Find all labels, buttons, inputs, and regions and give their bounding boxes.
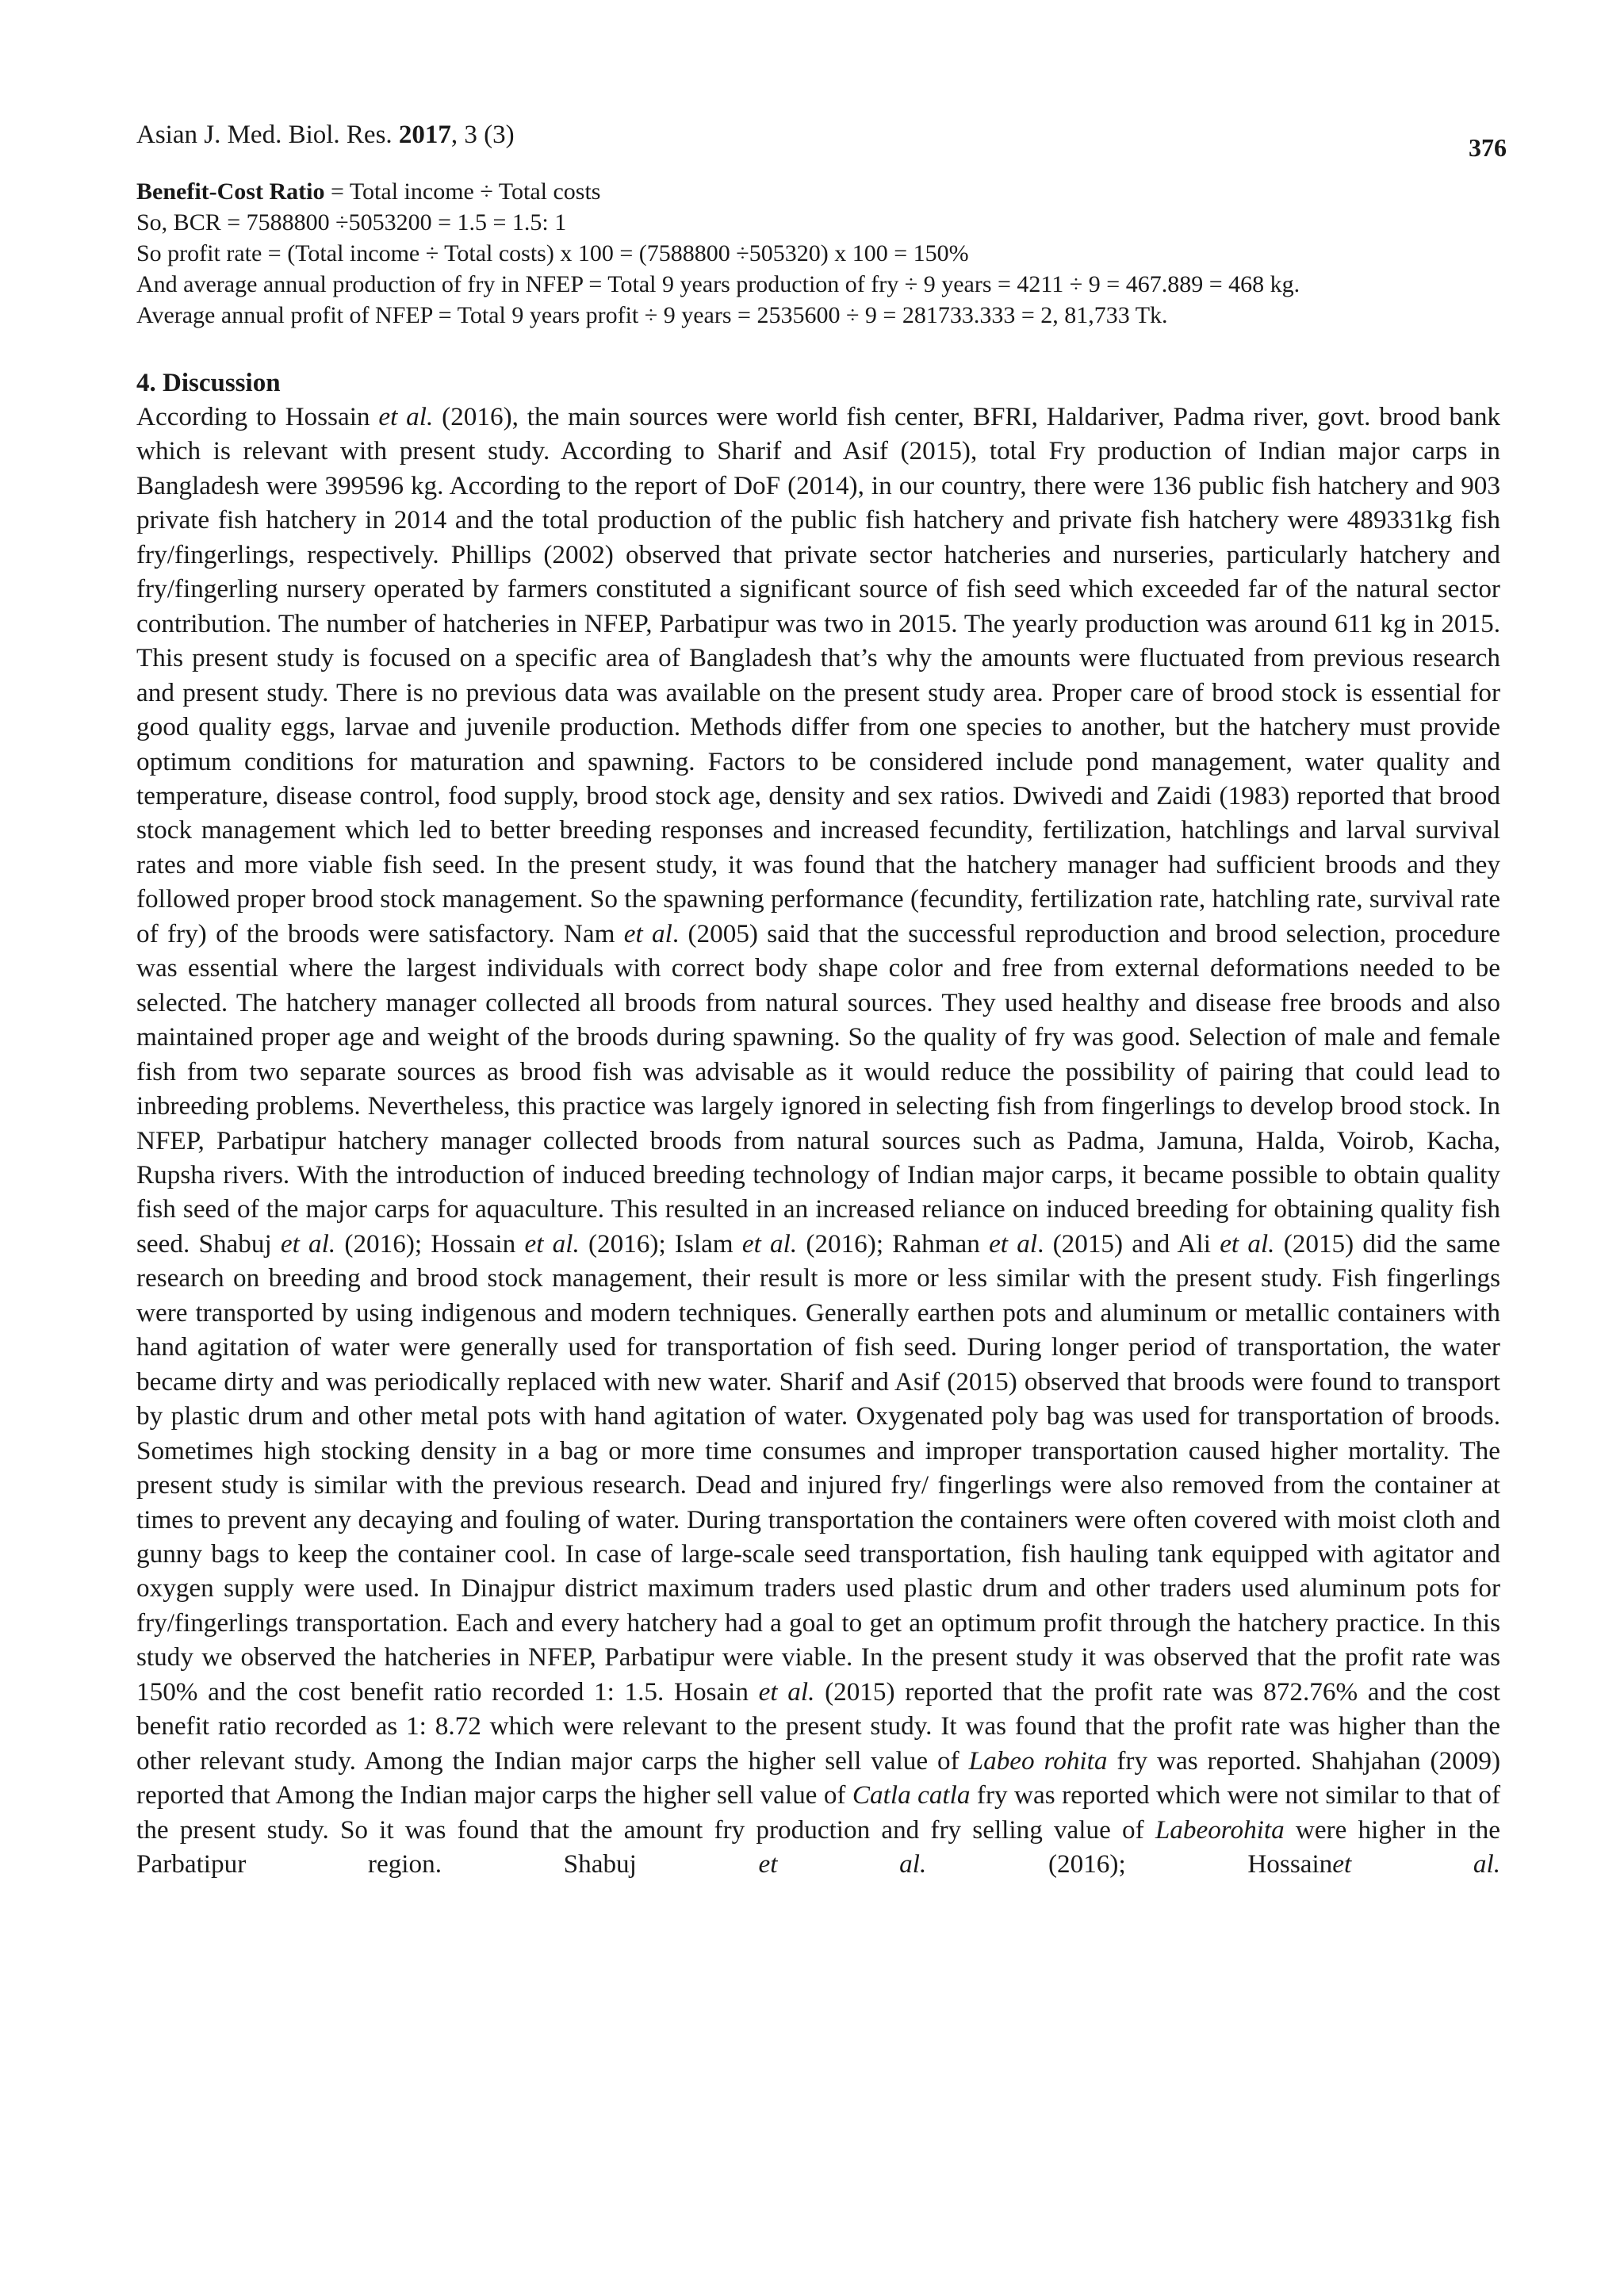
italic-text: et al. (524, 1228, 580, 1259)
body-text-run: According to Hossain (136, 402, 379, 431)
bcr-result: So, BCR = 7588800 ÷5053200 = 1.5 = 1.5: 1 (136, 209, 567, 236)
section-heading: 4. Discussion (136, 369, 281, 397)
journal-name: Asian J. Med. Biol. Res. (136, 121, 399, 149)
body-text-run: (2016); Hossain (926, 1849, 1333, 1879)
journal-citation (136, 119, 515, 151)
body-text-run: were higher in the Parbatipur region. Shabuj (136, 1814, 1501, 1879)
body-text-run: . (2015) and Ali (1037, 1228, 1220, 1259)
italic-text: et al. (280, 1228, 336, 1259)
body-text-run: (2016); Rahman (797, 1228, 990, 1259)
italic-text: Labeo rohita (968, 1745, 1108, 1776)
annual-profit-line: Average annual profit of NFEP = Total 9 years profit ÷ 9 years = 2535600 ÷ 9 = 281733.333 = 2, 81,733 Tk. (136, 302, 1168, 328)
italic-text: et al. (1220, 1228, 1275, 1259)
page-number: 376 (1469, 133, 1507, 162)
italic-text: Catla catla (852, 1780, 971, 1810)
italic-text: et al. (758, 1849, 927, 1879)
body-text-run: (2015) did the same research on breeding and brood stock management, their result is more or less similar with the present study. Fish fingerlings were transported by using indigenous and modern techniques. Generally earthen pots and aluminum or metallic containers with hand agitation of water were generally used for transportation of fish seed. During longer period of transportation, the water became dirty and was periodically replaced with new water. Sharif and Asif (2015) observed that broods were found to transport by plastic drum and other metal pots with hand agitation of water. Oxygenated poly bag was used for transportation of broods. Sometimes high stocking density in a bag or more time consumes and improper transportation caused higher mortality. The present study is similar with the previous research. Dead and injured fry/ fingerlings were also removed from the container at times to prevent any decaying and fouling of water. During transportation the containers were often covered with moist cloth and gunny bags to keep the container cool. In case of large-scale seed transportation, fish hauling tank equipped with agitator and oxygen supply were used. In Dinajpur district maximum traders used plastic drum and other traders used aluminum pots for fry/fingerlings transportation. Each and every hatchery had a goal to get an optimum profit through the hatchery practice. In this study we observed the hatcheries in NFEP, Parbatipur were viable. In the present study it was observed that the profit rate was 150% and the cost benefit ratio recorded 1: 1.5. Hosain (136, 1228, 1500, 1707)
discussion-paragraph (136, 400, 1500, 1881)
journal-year: 2017 (398, 121, 451, 149)
bcr-definition (136, 176, 1500, 207)
bcr-label: Benefit-Cost Ratio (136, 178, 325, 205)
calculation-block (136, 176, 1500, 331)
body-text-run: (2016); Islam (579, 1228, 742, 1259)
body-text-run: . (2005) said that the successful reproduction and brood selection, procedure was essential where the largest individuals with correct body shape color and free from external deformations needed to be selected. The hatchery manager collected all broods from natural sources. They used healthy and disease free broods and also maintained proper age and weight of the broods during spawning. So the quality of fry was good. Selection of male and female fish from two separate sources as brood fish was advisable as it would reduce the possibility of pairing that could lead to inbreeding problems. Nevertheless, this practice was largely ignored in selecting fish from fingerlings to develop brood stock. In NFEP, Parbatipur hatchery manager collected broods from natural sources such as Padma, Jamuna, Halda, Voirob, Kacha, Rupsha rivers. With the introduction of induced breeding technology of Indian major carps, it became possible to obtain quality fish seed of the major carps for aquaculture. This resulted in an increased reliance on induced breeding for obtaining quality fish seed. Shabuj (136, 918, 1501, 1259)
body-text-run: fry was reported which were not similar to that of the present study. So it was found that the amount fry production and fry selling value of (136, 1780, 1501, 1845)
profit-rate-line: So profit rate = (Total income ÷ Total costs) x 100 = (7588800 ÷505320) x 100 = 150% (136, 240, 969, 266)
annual-production-line: And average annual production of fry in NFEP = Total 9 years production of fry ÷ 9 years = 4211 ÷ 9 = 467.889 = 468 kg. (136, 271, 1300, 297)
journal-volume-issue: , 3 (3) (450, 121, 515, 149)
italic-text: et al. (741, 1228, 798, 1259)
body-text-run: (2016), the main sources were world fish center, BFRI, Haldariver, Padma river, govt. brood bank which is relevant with present study. According to Sharif and Asif (2015), total Fry production of Indian major carps in Bangladesh were 399596 kg. According to the report of DoF (2014), in our country, there were 136 public fish hatchery and 903 private fish hatchery in 2014 and the total production of the public fish hatchery and private fish hatchery were 489331kg fish fry/fingerlings, respectively. Phillips (2002) observed that private sector hatcheries and nurseries, particularly hatchery and fry/fingerling nursery operated by farmers constituted a significant source of fish seed which exceeded far of the natural sector contribution. The number of hatcheries in NFEP, Parbatipur was two in 2015. The yearly production was around 611 kg in 2015. This present study is focused on a specific area of Bangladesh that’s why the amounts were fluctuated from previous research and present study. There is no previous data was available on the present study area. Proper care of brood stock is essential for good quality eggs, larvae and juvenile production. Methods differ from one species to another, but the hatchery must provide optimum conditions for maturation and spawning. Factors to be considered include pond management, water quality and temperature, disease control, food supply, brood stock age, density and sex ratios. Dwivedi and Zaidi (1983) reported that brood stock management which led to better breeding responses and increased fecundity, fertilization, hatchlings and larval survival rates and more viable fish seed. In the present study, it was found that the hatchery manager had sufficient broods and they followed proper brood stock management. So the spawning performance (fecundity, fertilization rate, hatchling rate, survival rate of fry) of the broods were satisfactory. Nam (136, 402, 1501, 948)
italic-text: et al. (1332, 1849, 1501, 1879)
italic-text: et al. (758, 1676, 815, 1707)
body-text-run: (2015) reported that the profit rate was 872.76% and the cost benefit ratio recorded as 1: 8.72 which were relevant to the present study. It was found that the profit rate was higher than the other relevant study. Among the Indian major carps the higher sell value of (136, 1676, 1501, 1776)
italic-text: et al. (378, 402, 434, 431)
italic-text: Labeorohita (1155, 1814, 1285, 1845)
italic-text: et al (989, 1228, 1038, 1259)
bcr-formula: = Total income ÷ Total costs (324, 178, 601, 205)
italic-text: et al (623, 918, 672, 948)
body-text-run: (2016); Hossain (335, 1228, 525, 1259)
body-text-run: fry was reported. Shahjahan (2009) reported that Among the Indian major carps the higher sell value of (136, 1745, 1500, 1810)
